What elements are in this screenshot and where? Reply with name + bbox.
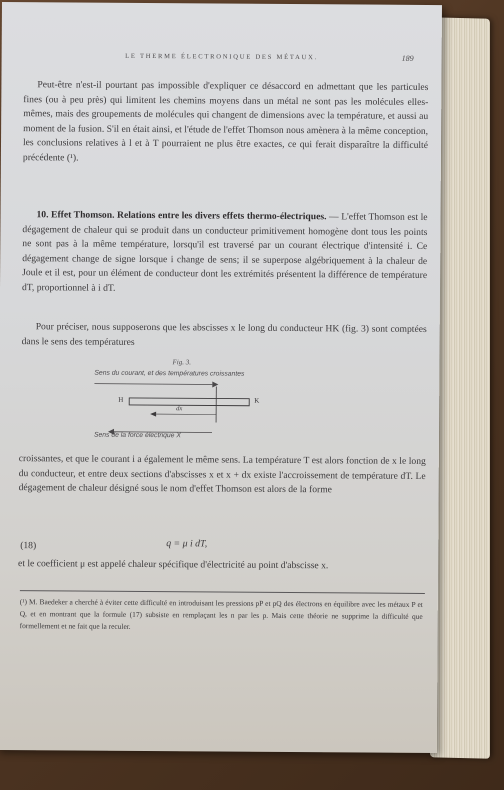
footnote: (¹) M. Baedeker a cherché à éviter cette difficulté en introduisant les pressions pP et pQ des électrons en équilibre avec les métaux P et Q, et en montrant que la formule (17) subsiste en remplaçant les n par les p. Mais cette théorie ne supprime la difficulté que formellement et ne fait que la reculer. xyxy=(19,597,423,631)
paragraph-coefficient: et le coefficient μ est appelé chaleur spécifique d'électricité au point d'abscisse x. xyxy=(18,558,329,572)
figure-3 xyxy=(94,358,395,450)
point-k-label: K xyxy=(254,396,260,405)
current-direction-arrow xyxy=(94,384,212,385)
dx-label: dx xyxy=(176,405,183,413)
figure-label: Fig. 3. xyxy=(172,358,192,367)
footnote-divider xyxy=(20,590,425,594)
book-page xyxy=(0,2,442,753)
section-title: Effet Thomson. Relations entre les divers effets thermo-électriques. xyxy=(51,209,327,223)
running-head: LE THERME ÉLECTRONIQUE DES MÉTAUX. xyxy=(125,52,319,62)
figure-bottom-caption: Sens de la force électrique X xyxy=(93,431,181,440)
figure-top-caption: Sens du courant, et des températures croissantes xyxy=(94,369,245,378)
section-number: 10. xyxy=(36,209,49,221)
page-number: 189 xyxy=(401,53,414,63)
paragraph-preciser: Pour préciser, nous supposerons que les abscisses x le long du conducteur HK (fig. 3) sont comptées dans le sens des températures xyxy=(21,321,427,348)
section-body: — L'effet Thomson est le dégagement de chaleur qui se produit dans un conducteur primitivement homogène dont tous les points ne sont pas à la même température, lorsqu'il est traversé par un courant électrique d'intensité i. Ce dégagement change de signe lorsque i change de sens; il se superpose algébriquement à la chaleur de Joule et il est, pour un élément de conducteur dont les extrémités présentent la différence de température dT, proportionnel à i dT. xyxy=(21,211,428,294)
paragraph-croissantes: croissantes, et que le courant i a également le même sens. La température T est alors fonction de x le long du conducteur, et entre deux sections d'abscisses x et x + dx existe l'accroissement de température dT. Le dégagement de chaleur désigné sous le nom d'effet Thomson est alors de la forme xyxy=(18,453,426,496)
dx-arrowhead xyxy=(150,412,156,417)
formula-number: (18) xyxy=(20,540,37,552)
conductor-rod xyxy=(129,398,249,406)
section-10 xyxy=(22,208,428,298)
point-h-label: H xyxy=(118,395,124,404)
paragraph-intro: Peut-être n'est-il pourtant pas impossible d'expliquer ce désaccord en admettant que les particules fines (ou à peu près) qui limitent les chemins moyens dans un métal ne sont pas les molécules elles-mêmes, mais des groupements de molécules qui changent de dimensions avec la température, et aussi au moment de la fusion. S'il en était ainsi, et l'étude de l'effet Thomson nous amènera à la même conception, les conclusions relatives à l et à T pourraient ne plus être exactes, ce qui ferait disparaître la difficulté précédente (¹). xyxy=(22,79,429,164)
current-arrowhead xyxy=(212,381,218,387)
formula-18: q = μ i dT, xyxy=(166,538,208,550)
